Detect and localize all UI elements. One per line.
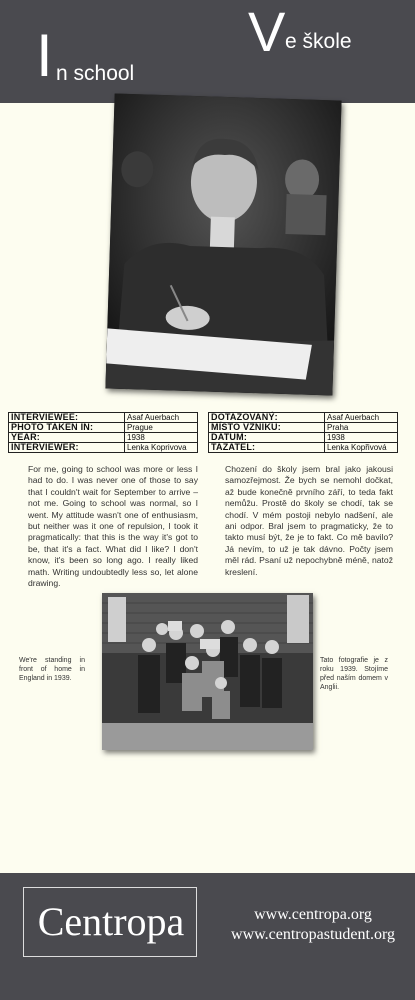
info-label: MÍSTO VZNIKU: (209, 423, 325, 433)
interview-info-cz (208, 412, 398, 453)
story-text-cz: Chození do školy jsem bral jako jakousi samozřejmost. Že bych se nemohl dočkat, až bude konečně prvního září, to teda fakt nemůžu. Prostě do školy se chodí, tak se chodí. V mém postoji nebylo nadšení, ale ani odpor. Bral jsem to pragmaticky, že to takto musí být, že je to fakt. Co mě bavilo? Já nevím, to už je tak dávno. Počty jsem měl rád. Psaní už nepochybně méně, natož kreslení. (225, 464, 393, 577)
info-row (9, 413, 198, 423)
centropa-logo (23, 887, 197, 957)
info-label: PHOTO TAKEN IN: (9, 423, 125, 433)
info-label: DATUM: (209, 433, 325, 443)
info-row (209, 443, 398, 453)
website-link[interactable]: www.centropa.org (254, 906, 372, 923)
title-cz: e škole (285, 30, 352, 53)
info-label: DOTAZOVANÝ: (209, 413, 325, 423)
family-photo-graphic (102, 593, 313, 750)
header-band (0, 0, 415, 103)
info-row (209, 433, 398, 443)
info-label: INTERVIEWER: (9, 443, 125, 453)
info-value: 1938 (325, 433, 398, 443)
info-value: Asaf Auerbach (125, 413, 198, 423)
title-en-initial: I (36, 22, 53, 89)
photo-caption-cz: Tato fotografie je z roku 1939. Stojíme před naším domem v Anglii. (320, 657, 388, 691)
info-row (209, 413, 398, 423)
info-value: Lenka Kopřivová (325, 443, 398, 453)
info-row (9, 423, 198, 433)
info-label: TAZATEL: (209, 443, 325, 453)
interview-info-en (8, 412, 198, 453)
info-row (9, 443, 198, 453)
info-label: INTERVIEWEE: (9, 413, 125, 423)
info-row (9, 433, 198, 443)
info-value: Asaf Auerbach (325, 413, 398, 423)
title-cz-initial: V (248, 0, 286, 63)
student-website-link[interactable]: www.centropastudent.org (231, 926, 395, 943)
boy-photo-graphic (105, 94, 341, 396)
title-en: n school (56, 62, 135, 85)
boy-at-desk-photo (105, 94, 341, 396)
info-value: Prague (125, 423, 198, 433)
info-label: YEAR: (9, 433, 125, 443)
info-value: Lenka Koprivova (125, 443, 198, 453)
story-text-en: For me, going to school was more or less I had to do. I was never one of those to say that I couldn't wait for September to arrive – not me. Going to school was normal, so I went. My attitude wasn't one of enthusiasm, but neither was it one of repulsion, I took it pragmatically: that this is the way it's got to be, that it's a fact. What did I like? I don't know, it's been so long ago. I really liked math. Writing undoubtedly less so, let alone drawing. (28, 464, 198, 589)
info-row (209, 423, 398, 433)
info-value: 1938 (125, 433, 198, 443)
photo-caption-en: We're standing in front of home in England in 1939. (19, 657, 85, 682)
info-value: Praha (325, 423, 398, 433)
logo-text: Centropa (37, 899, 185, 944)
family-group-photo (102, 593, 313, 750)
